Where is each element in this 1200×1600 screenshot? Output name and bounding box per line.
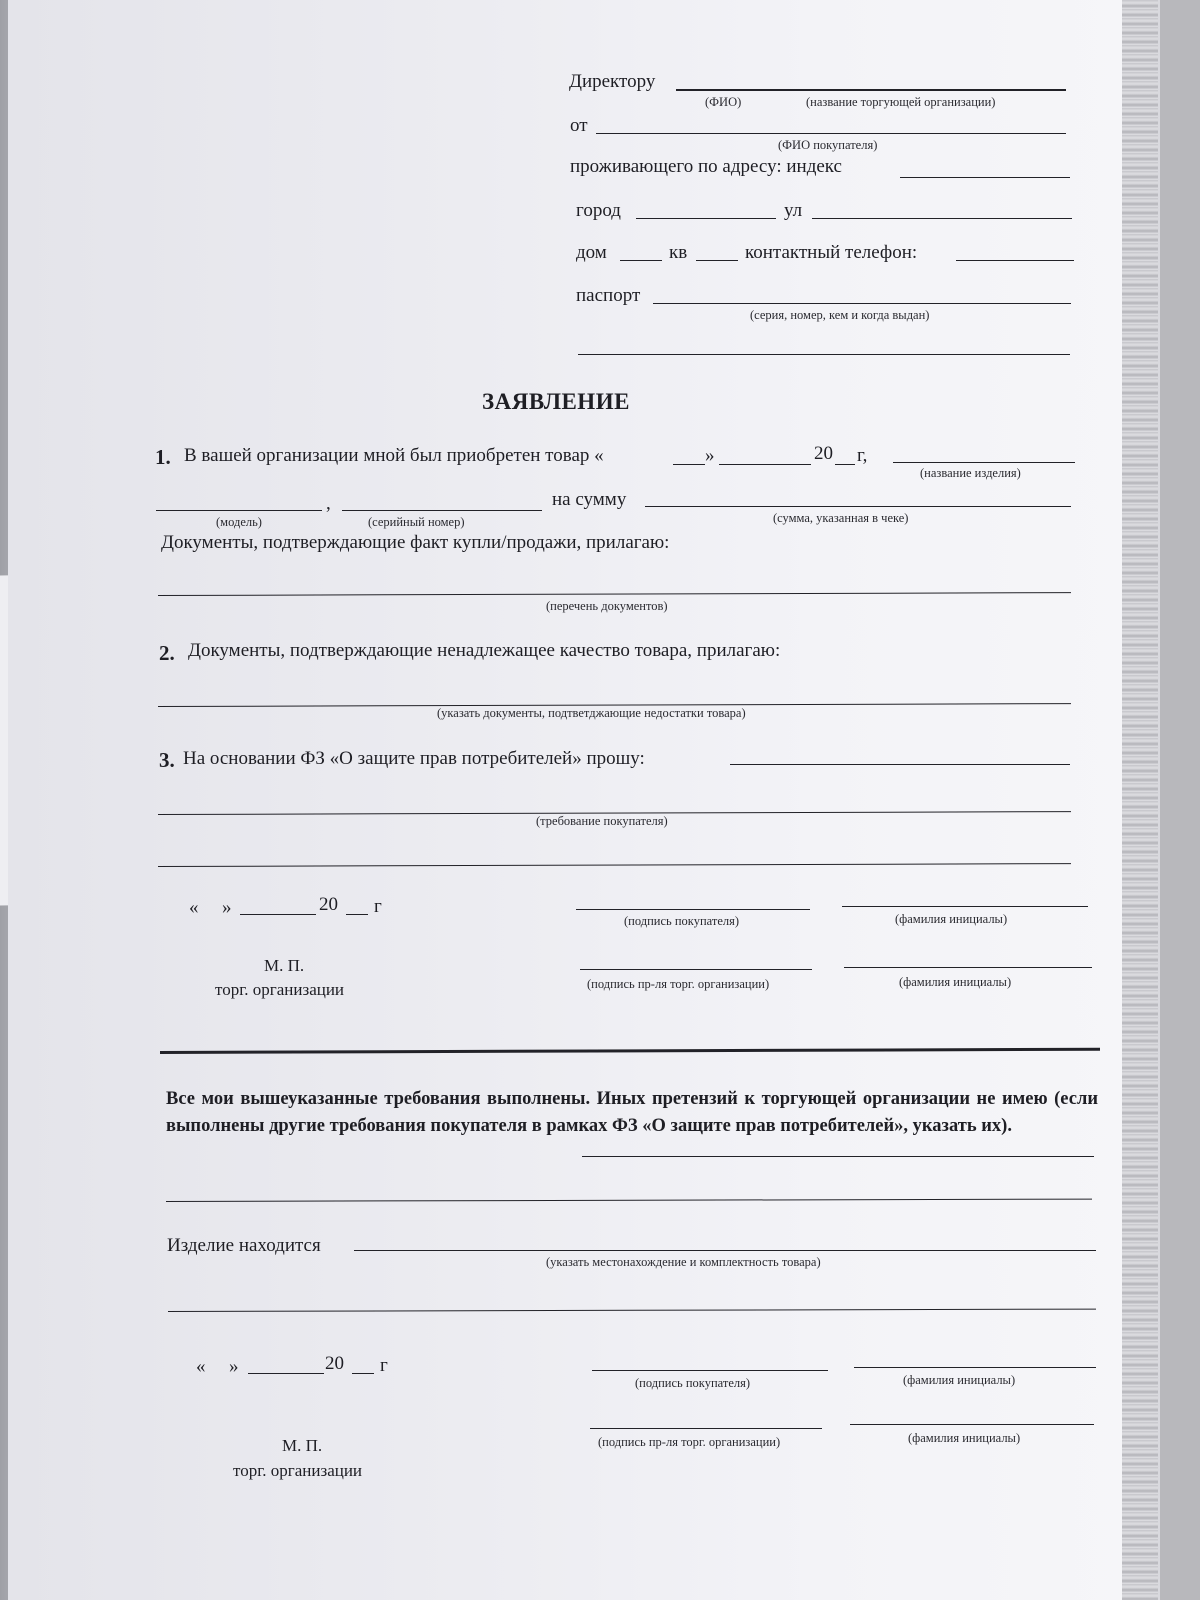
product-hint: (название изделия) [920,466,1021,480]
paper-stack-edge [1122,0,1158,1600]
product-name-field[interactable] [893,462,1075,463]
location-field-2[interactable] [168,1309,1096,1312]
sign2-head-signature-field[interactable] [590,1428,822,1429]
sign1-date-close: » [222,897,232,918]
sign1-year-suffix: г [374,896,382,917]
org-hint: (название торгующей организации) [806,95,996,109]
passport-field[interactable] [653,303,1071,304]
serial-hint: (серийный номер) [368,515,465,529]
city-label: город [576,200,621,221]
closing-paragraph: Все мои вышеуказанные требования выполнены. Иных претензий к торгующей организации не имею (если выполнены другие требования покупателя в рамках ФЗ «О защите прав потребителей», указать их). [166,1089,1098,1136]
sign1-stamp: М. П. [264,956,305,975]
sign2-date-close: » [229,1356,239,1377]
sign2-year-suffix: г [380,1355,388,1376]
sign1-name-hint: (фамилия инициалы) [895,912,1008,926]
house-label: дом [576,242,607,263]
section1-quote-close: » [705,445,715,466]
docs-label: Документы, подтверждающие факт купли/продажи, прилагаю: [161,532,670,553]
sign1-year: 20 [319,894,338,915]
section1-year: 20 [814,443,833,464]
section3-text: На основании ФЗ «О защите прав потребителей» прошу: [183,748,645,769]
serial-field[interactable] [342,510,542,511]
phone-field[interactable] [956,260,1074,261]
director-label: Директору [569,71,656,92]
fio-hint: (ФИО) [705,95,742,109]
sign1-name-field-2[interactable] [844,967,1092,968]
sign2-head-sign-hint: (подпись пр-ля торг. организации) [598,1435,781,1449]
sign2-name-field-2[interactable] [850,1424,1094,1425]
sign1-date-field[interactable] [240,914,316,915]
house-field[interactable] [620,260,662,261]
sign2-buyer-signature-field[interactable] [592,1370,828,1371]
sign1-name-hint-2: (фамилия инициалы) [899,975,1012,989]
model-hint: (модель) [216,515,262,529]
sign1-stamp-org: торг. организации [215,980,345,999]
location-field[interactable] [354,1250,1096,1251]
sign1-buyer-sign-hint: (подпись покупателя) [624,914,740,928]
docs-field[interactable] [158,592,1071,596]
sign2-name-hint-2: (фамилия инициалы) [908,1431,1021,1445]
sign2-name-hint: (фамилия инициалы) [903,1373,1016,1387]
passport-field-2[interactable] [578,354,1070,355]
street-label: ул [784,200,803,221]
passport-label: паспорт [576,285,641,306]
request-field[interactable] [730,764,1070,765]
phone-label: контактный телефон: [745,242,918,263]
sum-label: на сумму [552,489,627,510]
sign1-head-signature-field[interactable] [580,969,812,970]
sign2-date-field[interactable] [248,1373,324,1374]
sign2-name-field[interactable] [854,1367,1096,1368]
sign2-buyer-sign-hint: (подпись покупателя) [635,1376,751,1390]
document-title: ЗАЯВЛЕНИЕ [482,389,630,414]
buyer-hint: (ФИО покупателя) [778,138,878,152]
request-field-3[interactable] [158,863,1071,867]
section-divider [160,1048,1100,1054]
index-field[interactable] [900,177,1070,178]
model-field[interactable] [156,510,322,511]
address-label: проживающего по адресу: индекс [570,156,842,177]
apt-label: кв [669,242,688,263]
sum-field[interactable] [645,506,1071,507]
sign1-buyer-signature-field[interactable] [576,909,810,910]
sign1-date-open: « [189,897,199,918]
section3-number: 3. [159,748,175,772]
sign1-head-sign-hint: (подпись пр-ля торг. организации) [587,977,770,991]
street-field[interactable] [812,218,1072,219]
sum-hint: (сумма, указанная в чеке) [773,511,909,525]
section1-year-suffix: г, [857,445,868,466]
other-requirements-field-2[interactable] [166,1199,1092,1202]
comma: , [326,493,331,514]
location-label: Изделие находится [167,1235,321,1256]
purchase-month-field[interactable] [719,464,811,465]
apt-field[interactable] [696,260,738,261]
sign1-year-field[interactable] [346,914,368,915]
application-form [8,0,1158,1600]
director-field[interactable] [676,89,1066,91]
section1-text: В вашей организации мной был приобретен товар « [184,445,604,466]
passport-hint: (серия, номер, кем и когда выдан) [750,308,930,322]
purchase-year-field[interactable] [835,464,855,465]
docs-hint: (перечень документов) [546,599,668,613]
location-hint: (указать местонахождение и комплектность товара) [546,1255,821,1269]
section3-hint: (требование покупателя) [536,814,668,828]
purchase-day-field[interactable] [673,464,705,465]
from-label: от [570,115,588,136]
section2-text: Документы, подтверждающие ненадлежащее качество товара, прилагаю: [188,640,781,661]
sign2-date-open: « [196,1356,206,1377]
sign2-year-field[interactable] [352,1373,374,1374]
from-field[interactable] [596,133,1066,134]
city-field[interactable] [636,218,776,219]
sign2-stamp-org: торг. организации [233,1461,363,1480]
sign2-year: 20 [325,1353,344,1374]
section1-number: 1. [155,445,171,469]
sign1-name-field[interactable] [842,906,1088,907]
sign2-stamp: М. П. [282,1436,323,1455]
section2-number: 2. [159,641,175,665]
other-requirements-field[interactable] [582,1156,1094,1157]
section2-hint: (указать документы, подтветджающие недостатки товара) [437,706,746,720]
